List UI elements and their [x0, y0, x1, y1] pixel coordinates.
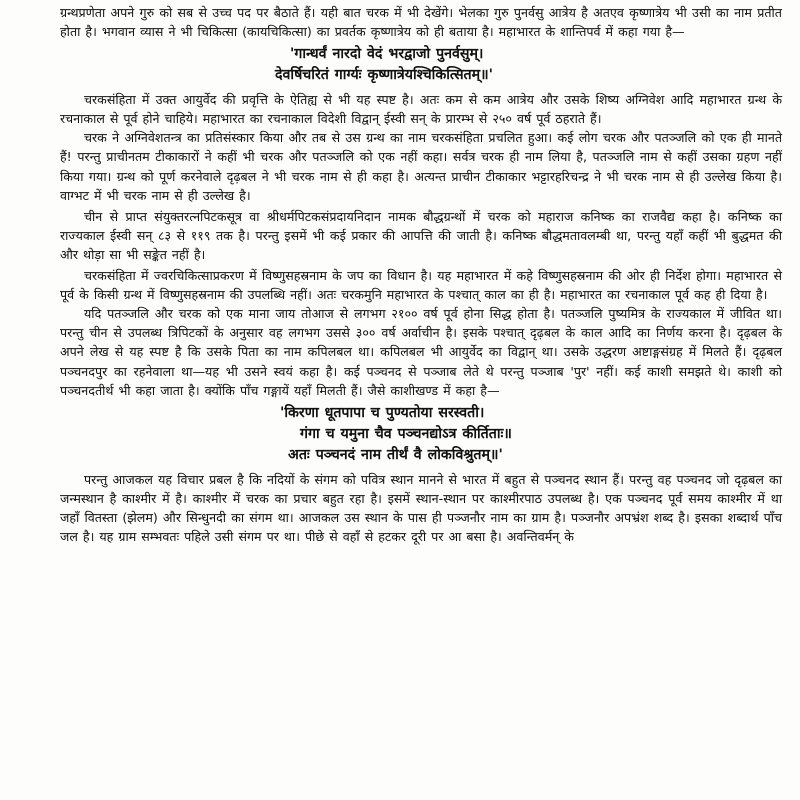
shloka-mahabharata: [60, 44, 782, 86]
paragraph-charaka-samhita-tradition: चरकसंहिता में उक्त आयुर्वेद की प्रवृत्ति के ऐतिह्य से भी यह स्पष्ट है। अतः कम से कम आत्रेय और उसके शिष्य अग्निवेश आदि महाभारत ग्रन्थ के रचनाकाल से पूर्व होने चाहिये। महाभारत का रचनाकाल विदेशी विद्वान् ईस्वी सन् के प्रारम्भ से २५० वर्ष पूर्व ठहराते हैं।: [60, 92, 782, 127]
shloka-line: अतः पञ्चनदं नाम तीर्थं वै लोकविश्रुतम्॥': [288, 446, 503, 463]
page-text-column: [60, 3, 782, 546]
shloka-line: देवर्षिचरितं गार्ग्यः कृष्णात्रेयश्चिकित्सितम्॥': [275, 67, 493, 84]
paragraph-krishnatreya: ग्रन्थप्रणेता अपने गुरु को सब से उच्च पद पर बैठाते हैं। यही बात चरक में भी देखेंगे। भेलका गुरु पुनर्वसु आत्रेय है अतएव कृष्णात्रेय भी उसी का नाम प्रतीत होता है। भगवान व्यास ने भी चिकित्सा (कायचिकित्सा) का प्रवर्तक कृष्णात्रेय को ही बताया है। महाभारत के शान्तिपर्व में कहा गया है—: [60, 5, 782, 40]
paragraph-kanishka: चीन से प्राप्त संयुक्तरत्नपिटकसूत्र वा श्रीधर्मपिटकसंप्रदायनिदान नामक बौद्धग्रन्थों में चरक को महाराज कनिष्क का राजवैद्य कहा है। कनिष्क का राज्यकाल ईस्वी सन् ८३ से ११९ तक है। परन्तु इसमें भी कई प्रकार की आपत्ति की जाती है। कनिष्क बौद्धमतावलम्बी था, परन्तु यहाँ कहीं भी बुद्धमत की और थोड़ा सा भी सङ्केत नहीं है।: [60, 208, 782, 262]
paragraph-vishnusahasranama: चरकसंहिता में ज्वरचिकित्साप्रकरण में विष्णुसहस्रनाम के जप का विधान है। यह महाभारत में कहे विष्णुसहस्रनाम की ओर ही निर्देश होगा। महाभारत से पूर्व के किसी ग्रन्थ में विष्णुसहस्रनाम की उपलब्धि नहीं। अतः चरकमुनि महाभारत के पश्चात् काल का ही है। महाभारत का रचनाकाल पूर्व कह ही दिया है।: [60, 268, 782, 303]
paragraph-charaka-patanjali: चरक ने अग्निवेशतन्त्र का प्रतिसंस्कार किया और तब से उस ग्रन्थ का नाम चरकसंहिता प्रचलित हुआ। कई लोग चरक और पतञ्जलि को एक ही मानते हैं! परन्तु प्राचीनतम टीकाकारों ने कहीं भी चरक और पतञ्जलि को एक नहीं कहा। सर्वत्र चरक ही नाम लिया है, पतञ्जलि नाम से कहीं उसका ग्रहण नहीं किया गया। ग्रन्थ को पूर्ण करनेवाले दृढ़बल ने भी चरक नाम से ही कहा है। अत्यन्त प्राचीन टीकाकार भट्टारहरिचन्द्र ने भी चरक नाम से ही उल्लेख किया है। वाग्भट में भी चरक नाम से ही उल्लेख है।: [60, 130, 782, 203]
shloka-line: 'किरणा धूतपापा च पुण्यतोया सरस्वती।: [280, 404, 485, 421]
shloka-kashikhanda: [60, 403, 782, 466]
shloka-line: 'गान्धर्वं नारदो वेदं भरद्वाजो पुनर्वसुम्।: [290, 46, 484, 63]
paragraph-panchanada-kashmir: परन्तु आजकल यह विचार प्रबल है कि नदियों के संगम को पवित्र स्थान मानने से भारत में बहुत से पञ्चनद स्थान हैं। परन्तु वह पञ्चनद जो दृढ़बल का जन्मस्थान है काश्मीर में है। काश्मीर में चरक का प्रचार बहुत रहा है। इसमें स्थान-स्थान पर काश्मीरपाठ उपलब्ध है। एक पञ्चनद पूर्व समय काश्मीर में था जहाँ वितस्ता (झेलम) और सिन्धुनदी का संगम था। आजकल उस स्थान के पास ही पञ्जनौर नाम का ग्राम है। पञ्जनौर अपभ्रंश शब्द है। इसका शब्दार्थ पाँच जल है। यह ग्राम सम्भवतः पहिले उसी संगम पर था। पीछे से वहाँ से हटकर दूरी पर आ बसा है। अवन्तिवर्मन् के: [60, 471, 782, 544]
paragraph-dridhabala: यदि पतञ्जलि और चरक को एक माना जाय तोआज से लगभग २१०० वर्ष पूर्व होना सिद्ध होता है। पतञ्जलि पुष्यमित्र के राज्यकाल में जीवित था। परन्तु चीन से उपलब्ध त्रिपिटकों के अनुसार वह लगभग उससे ३०० वर्ष अर्वाचीन है। इसके पश्चात् दृढ़बल के काल आदि का निर्णय करना है। दृढ़बल के अपने लेख से यह स्पष्ट है कि उसके पिता का नाम कपिलबल था। कपिलबल भी आयुर्वेद का विद्वान् था। उसके उद्धरण अष्टाङ्गसंग्रह में मिलते हैं। दृढ़बल पञ्चनदपुर का रहनेवाला था—यह भी उसने स्वयं कहा है। कई पञ्चनद से पञ्जाब लेते थे परन्तु पञ्जाब 'पुर' नहीं। कई काशी समझते थे। काशी को पञ्चनदतीर्थ भी कहा जाता है। क्योंकि पाँच गङ्गायें यहाँ मिलती हैं। जैसे काशीखण्ड में कहा है—: [60, 306, 782, 398]
shloka-line: गंगा च यमुना चैव पञ्चनद्योऽत्र कीर्तिताः॥: [300, 425, 512, 442]
